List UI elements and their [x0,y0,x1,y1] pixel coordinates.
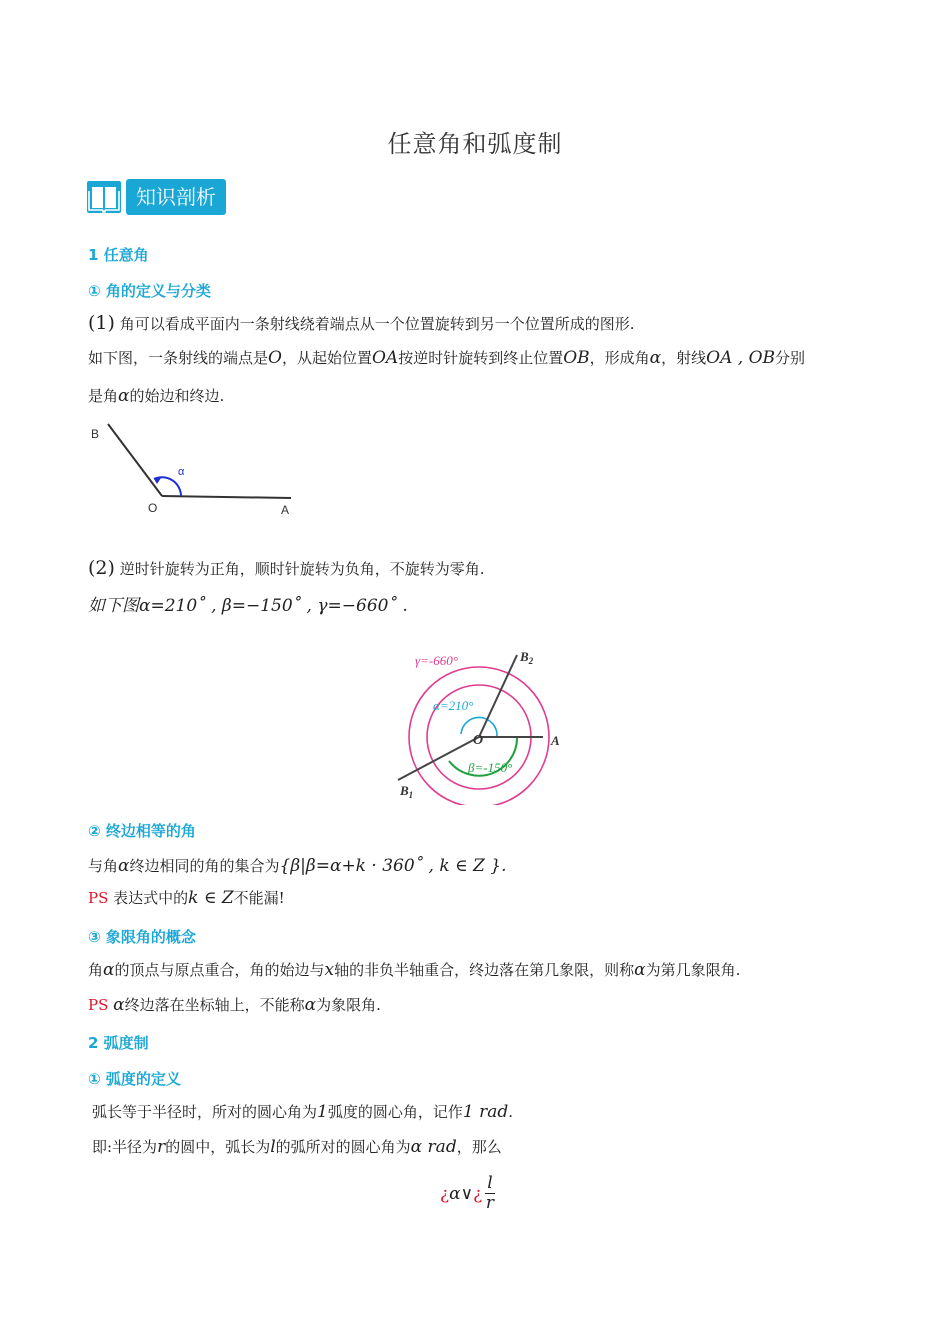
ps-label: PS [88,889,109,907]
text: 表达式中的 [108,889,189,907]
text: 即:半径为 [92,1138,158,1156]
text: 不能漏! [233,889,285,907]
label-alpha: α [178,466,185,478]
math-x: x [324,960,335,980]
label-B: B [91,427,100,441]
text: 轴的非负半轴重合，终边落在第几象限，则称 [334,961,635,979]
formula [440,1174,495,1213]
text: 如下图，一条射线的端点是 [88,349,269,367]
math-alpha: α [649,348,662,368]
paragraph-6 [88,855,506,877]
math-one: 1 [317,1102,328,1122]
label-gamma: γ=-660° [415,653,458,668]
paragraph-2 [88,347,805,369]
paragraph-7 [88,887,285,909]
ray-OA [162,496,291,498]
formula-glyph: ¿ [440,1183,450,1204]
text: 的顶点与原点重合，角的始边与 [114,961,325,979]
text: 的圆中，弧长为 [165,1138,271,1156]
paragraph-11 [92,1136,502,1158]
text: 为第几象限角. [645,961,741,979]
label-O: O [148,501,158,515]
ray-OB [108,424,162,496]
label-beta: β=-150° [468,760,513,775]
ps-label: PS [88,996,109,1014]
math-r: r [157,1137,166,1157]
section-badge [86,178,226,216]
paragraph-9 [88,994,381,1016]
paragraph-5-math: 如下图α=210˚ , β=−150˚ , γ=−660˚ . [88,596,408,616]
text: . [508,1103,514,1121]
subheading-definition: ① 角的定义与分类 [88,282,211,300]
fraction-denominator: r [485,1193,494,1213]
subheading-coterminal: ② 终边相等的角 [88,822,196,840]
paragraph-8 [88,959,740,981]
paragraph-10 [92,1101,513,1123]
rotation-angles-diagram [393,645,578,805]
label-A: A [551,733,560,748]
fraction [485,1174,494,1213]
text: 与角 [88,857,119,875]
section-heading-1: 1 任意角 [88,246,149,264]
paragraph-1 [88,312,634,335]
subheading-quadrant-angle: ③ 象限角的概念 [88,928,196,946]
label-alpha: α=210° [433,698,474,713]
math-alpha-rad: α rad [410,1137,457,1157]
text: 的始边和终边. [129,387,225,405]
math-alpha: α [118,386,130,406]
math-alpha: α [634,960,646,980]
open-book-icon [86,179,122,215]
text: ，那么 [456,1138,502,1156]
label-O: O [473,733,484,748]
paragraph-3 [88,385,224,407]
fraction-numerator: l [487,1173,493,1193]
text: 是角 [88,387,119,405]
text: 弧长等于半径时，所对的圆心角为 [92,1103,318,1121]
formula-alpha: α∨ [449,1183,474,1204]
label-B1: $B_1$ [400,783,414,800]
subheading-radian-definition: ① 弧度的定义 [88,1070,181,1088]
math-alpha: α [103,960,115,980]
math-set: {β|β=α+k · 360˚ , k ∈ Z }. [279,856,507,876]
text: ，射线 [661,349,707,367]
text: 角可以看成平面内一条射线绕着端点从一个位置旋转到另一个位置所成的图形. [119,315,635,333]
text: 终边相同的角的集合为 [129,857,280,875]
label-A: A [281,503,290,517]
text: 分别 [775,349,806,367]
formula-glyph: ¿ [473,1183,483,1204]
text: 角 [88,961,104,979]
badge-label: 知识剖析 [126,179,226,215]
text: ，从起始位置 [281,349,372,367]
math-O: O [268,348,282,368]
item-number: (1) [88,312,115,334]
math-OA: OA [371,348,399,368]
math-OA-OB: OA , OB [706,348,776,368]
text: ，形成角 [589,349,650,367]
item-number: (2) [88,557,115,579]
math-one-rad: 1 rad [462,1102,509,1122]
math-alpha: α [113,995,125,1015]
text: 为象限角. [316,996,381,1014]
label-B2: $B_2$ [520,649,534,666]
text: 的弧所对的圆心角为 [275,1138,411,1156]
page-title: 任意角和弧度制 [387,130,563,158]
text: 终边落在坐标轴上，不能称 [124,996,305,1014]
math-OB: OB [563,348,590,368]
text: 按逆时针旋转到终止位置 [398,349,564,367]
text: 弧度的圆心角，记作 [327,1103,463,1121]
paragraph-4 [88,557,484,580]
arrow-head-icon [154,478,161,484]
math-alpha: α [118,856,130,876]
angle-diagram [88,420,308,520]
math-k-in-z: k ∈ Z [188,888,234,908]
section-heading-2: 2 弧度制 [88,1034,149,1052]
math-alpha: α [304,995,317,1015]
math-l: l [270,1137,276,1157]
text: 逆时针旋转为正角，顺时针旋转为负角，不旋转为零角. [119,560,485,578]
